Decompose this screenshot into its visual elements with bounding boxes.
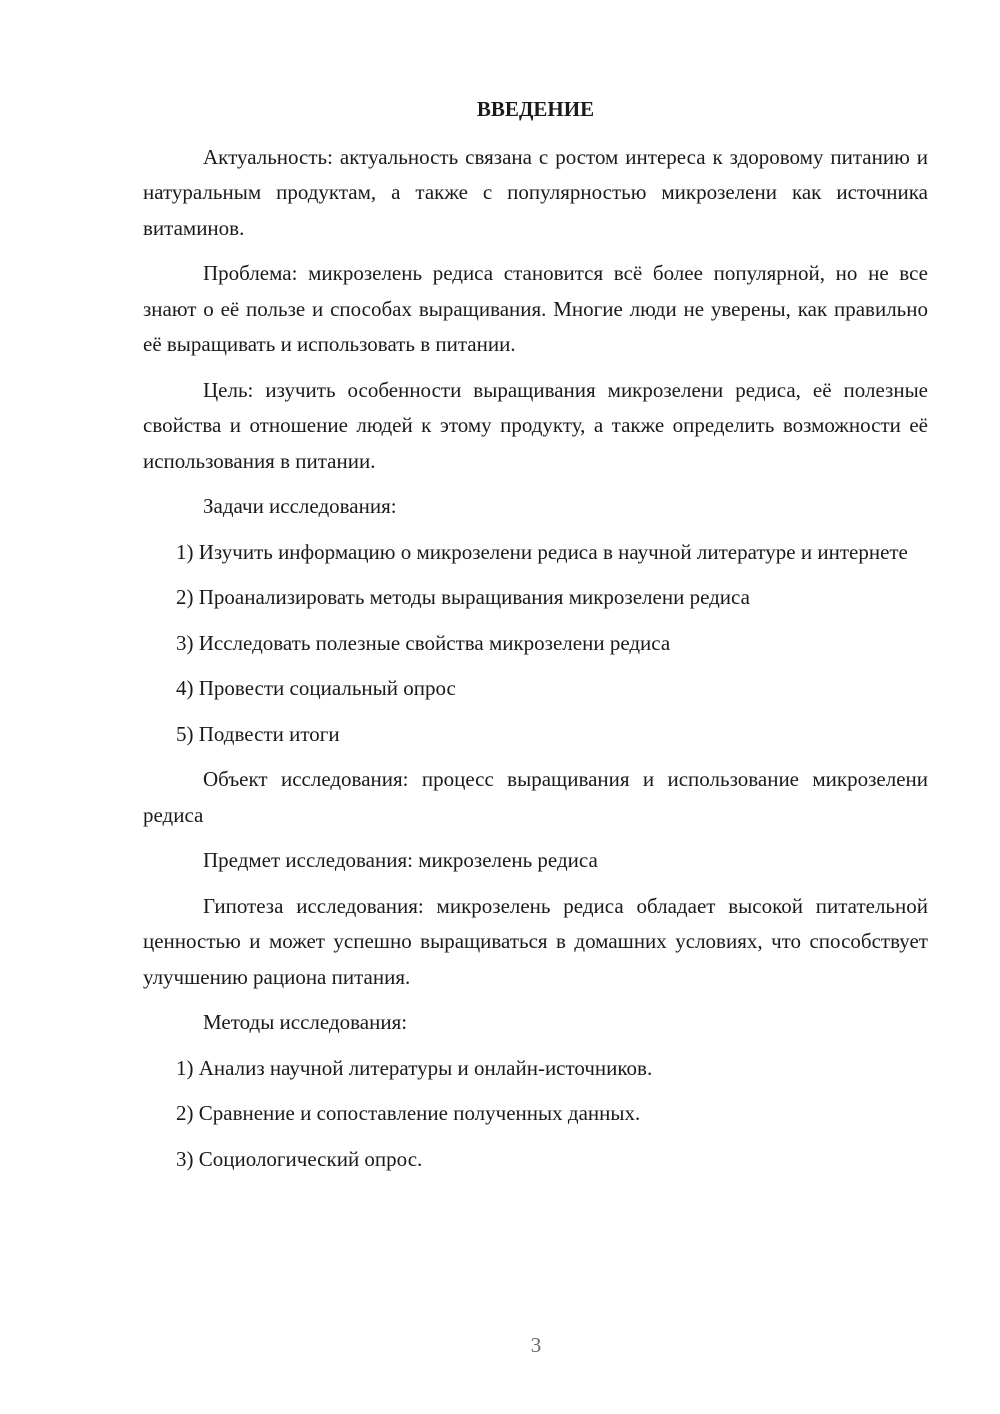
task-item-3: 3) Исследовать полезные свойства микрозелени редиса bbox=[176, 630, 671, 655]
task-item-4: 4) Провести социальный опрос bbox=[176, 676, 456, 700]
section-title: ВВЕДЕНИЕ bbox=[476, 97, 595, 121]
tasks-label: Задачи исследования: bbox=[203, 494, 397, 518]
goal-paragraph: Цель: изучить особенности выращивания микрозелени редиса, её полезные свойства и отношение людей к этому продукту, а также определить возможности её использования в питании. bbox=[143, 377, 928, 473]
page-number: 3 bbox=[530, 1333, 542, 1357]
page-content bbox=[143, 92, 928, 1187]
problem-paragraph: Проблема: микрозелень редиса становится всё более популярной, но не все знают о её пользе и способах выращивания. Многие люди не уверены, как правильно её выращивать и использовать в питании. bbox=[143, 261, 928, 356]
method-item-1: 1) Анализ научной литературы и онлайн-источников. bbox=[176, 1055, 653, 1080]
task-item-2: 2) Проанализировать методы выращивания микрозелени редиса bbox=[176, 585, 750, 609]
method-item-3: 3) Социологический опрос. bbox=[176, 1146, 423, 1171]
hypothesis-paragraph: Гипотеза исследования: микрозелень редиса обладает высокой питательной ценностью и может успешно выращиваться в домашних условиях, что способствует улучшению рациона питания. bbox=[143, 893, 928, 989]
methods-label: Методы исследования: bbox=[203, 1010, 408, 1034]
task-item-1: 1) Изучить информацию о микрозелени редиса в научной литературе и интернете bbox=[176, 539, 908, 564]
object-paragraph: Объект исследования: процесс выращивания и использование микрозелени редиса bbox=[143, 767, 928, 827]
relevance-paragraph: Актуальность: актуальность связана с ростом интереса к здоровому питанию и натуральным продуктам, а также с популярностью микрозелени как источника витаминов. bbox=[143, 144, 928, 240]
method-item-2: 2) Сравнение и сопоставление полученных данных. bbox=[176, 1101, 641, 1125]
subject-paragraph: Предмет исследования: микрозелень редиса bbox=[203, 848, 598, 872]
task-item-5: 5) Подвести итоги bbox=[176, 721, 340, 746]
